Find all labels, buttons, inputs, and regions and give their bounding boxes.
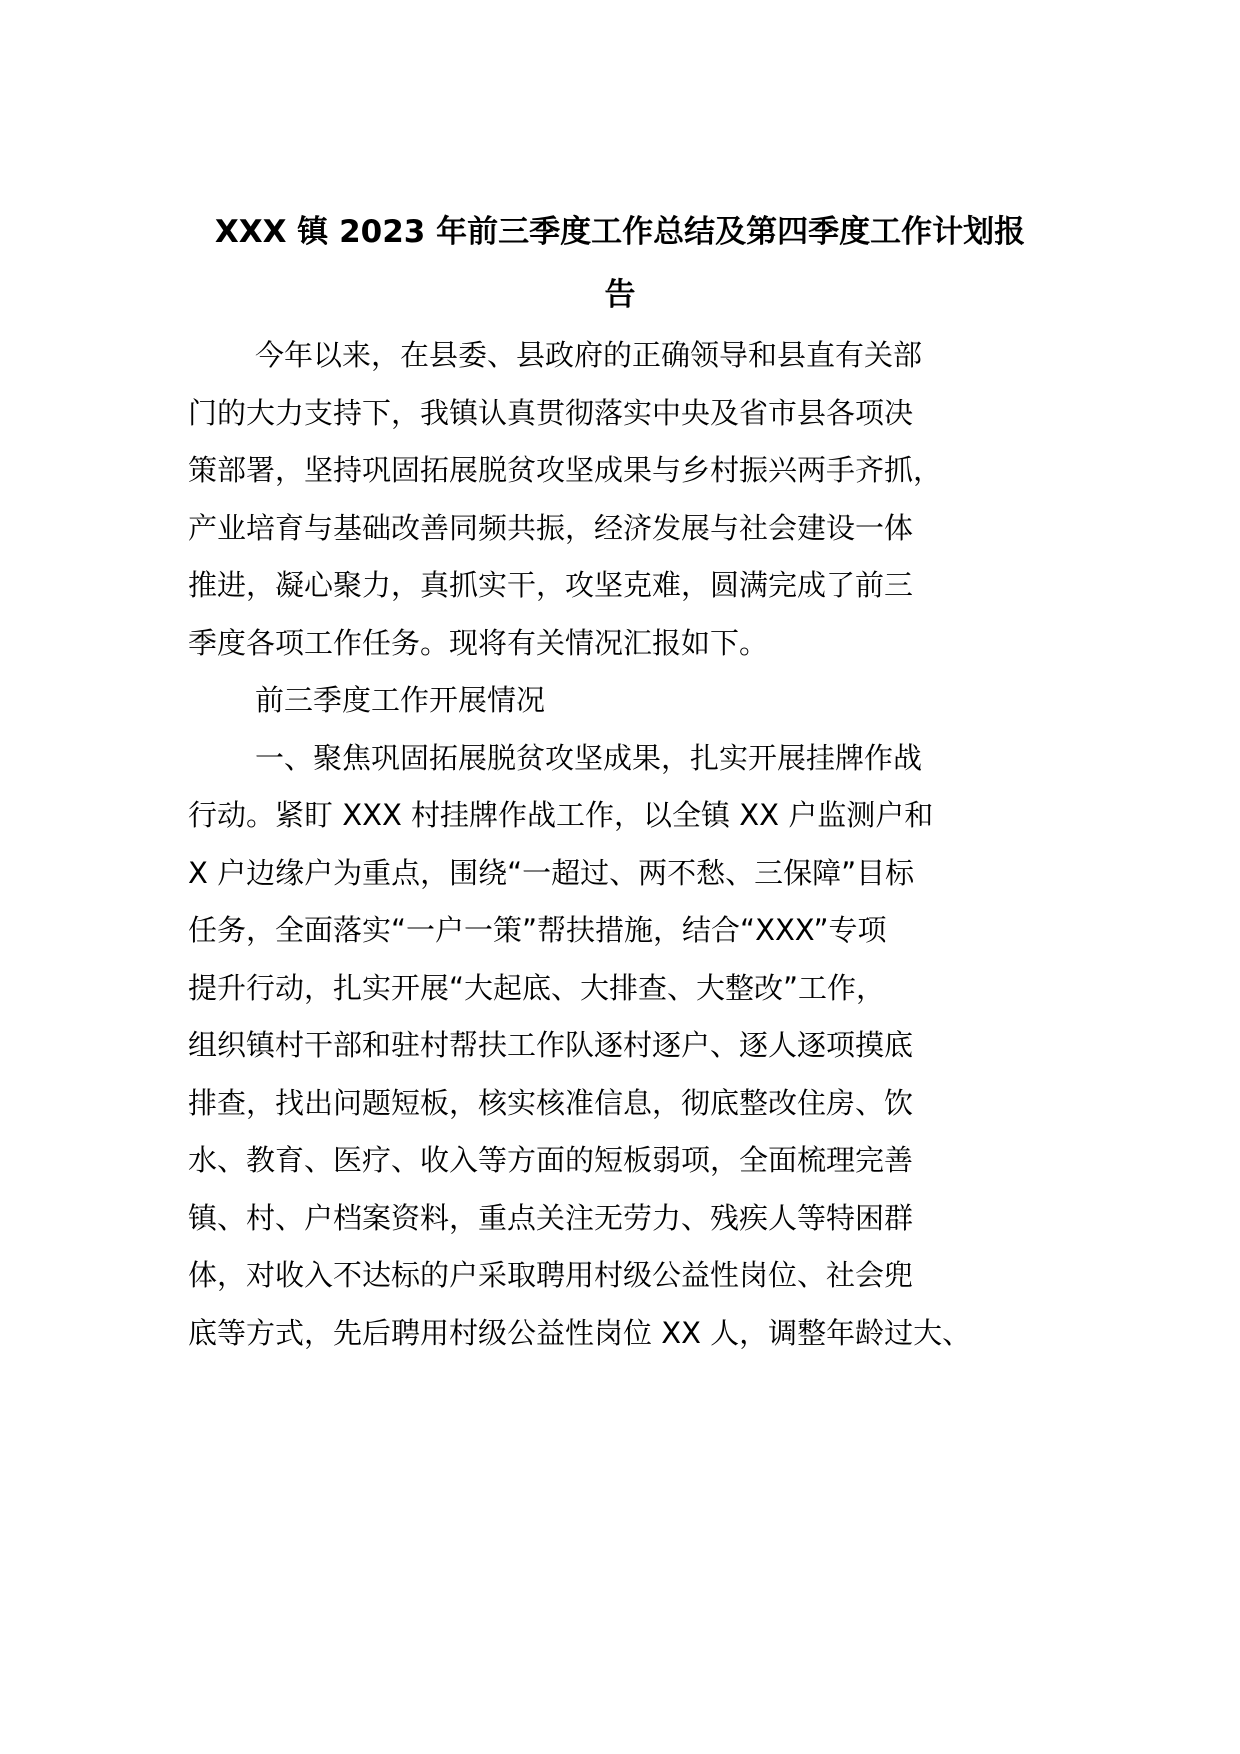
paragraph-line: 镇、村、户档案资料，重点关注无劳力、残疾人等特困群 — [188, 1200, 914, 1235]
paragraph-line: 行动。紧盯 XXX 村挂牌作战工作，以全镇 XX 户监测户和 — [188, 798, 934, 832]
document-title-line-1: XXX 镇 2023 年前三季度工作总结及第四季度工作计划报 — [214, 214, 1026, 250]
paragraph-line: X 户边缘户为重点，围绕“一超过、两不愁、三保障”目标 — [188, 855, 915, 890]
paragraph-line: 提升行动，扎实开展“大起底、大排查、大整改”工作， — [188, 970, 886, 1005]
paragraph-line: 一、聚焦巩固拓展脱贫攻坚成果，扎实开展挂牌作战 — [255, 740, 923, 775]
paragraph-line: 任务，全面落实“一户一策”帮扶措施，结合“XXX”专项 — [188, 913, 887, 947]
paragraph-line: 门的大力支持下，我镇认真贯彻落实中央及省市县各项决 — [188, 395, 914, 430]
paragraph-line: 底等方式，先后聘用村级公益性岗位 XX 人，调整年龄过大、 — [188, 1315, 972, 1350]
paragraph-line: 水、教育、医疗、收入等方面的短板弱项，全面梳理完善 — [188, 1143, 914, 1177]
paragraph-line: 推进，凝心聚力，真抓实干，攻坚克难，圆满完成了前三 — [188, 568, 914, 602]
paragraph-line: 今年以来，在县委、县政府的正确领导和县直有关部 — [255, 338, 923, 372]
document-title-line-2: 告 — [604, 277, 636, 313]
paragraph-line: 策部署，坚持巩固拓展脱贫攻坚成果与乡村振兴两手齐抓， — [188, 453, 943, 487]
paragraph-line: 产业培育与基础改善同频共振，经济发展与社会建设一体 — [188, 510, 914, 545]
paragraph-line: 季度各项工作任务。现将有关情况汇报如下。 — [188, 625, 769, 660]
paragraph-line: 体，对收入不达标的户采取聘用村级公益性岗位、社会兜 — [188, 1258, 914, 1292]
section-heading: 前三季度工作开展情况 — [255, 683, 546, 717]
paragraph-line: 组织镇村干部和驻村帮扶工作队逐村逐户、逐人逐项摸底 — [188, 1028, 914, 1062]
paragraph-line: 排查，找出问题短板，核实核准信息，彻底整改住房、饮 — [188, 1085, 914, 1120]
